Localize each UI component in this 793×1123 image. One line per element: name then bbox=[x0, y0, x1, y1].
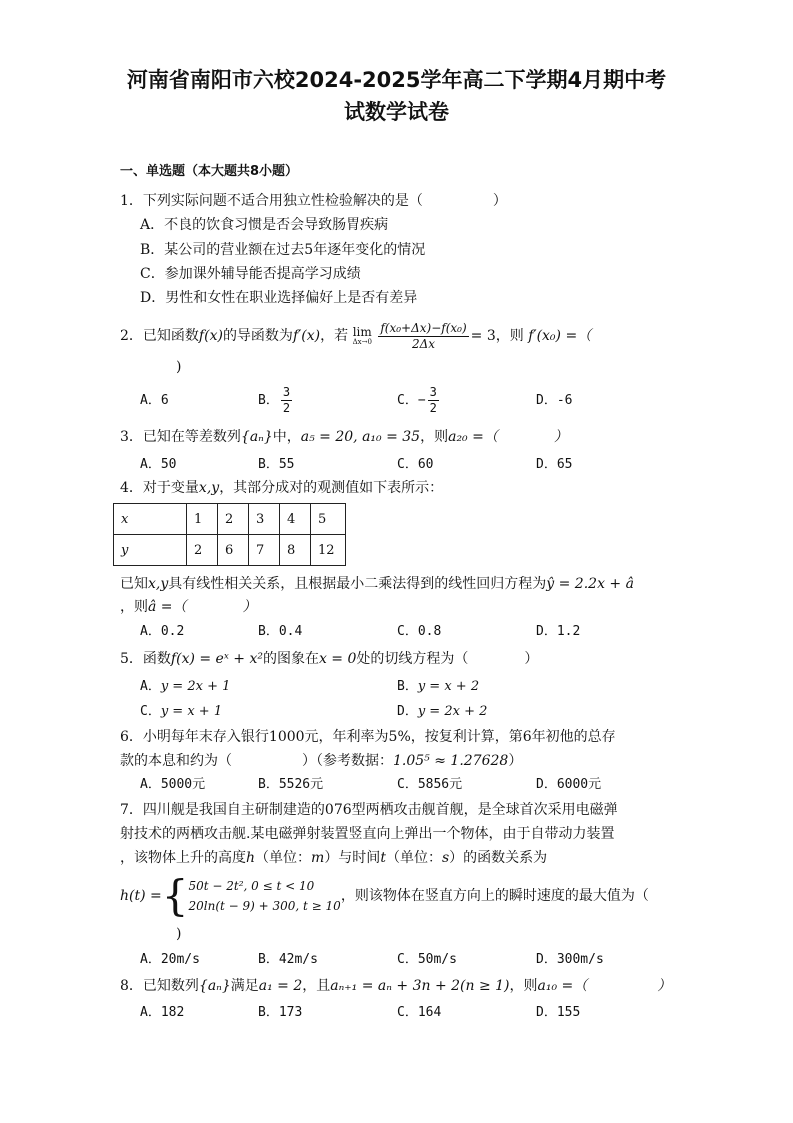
q7-line3-post: ）的函数关系为 bbox=[449, 850, 548, 866]
q3-sequence: {aₙ} bbox=[240, 429, 273, 445]
q8-a1: a₁ = 2 bbox=[258, 978, 303, 994]
q2-option-c bbox=[397, 382, 441, 420]
q7-option-b: B．42m/s bbox=[258, 952, 318, 967]
q6-line2-pre: 款的本息和约为（ ）（参考数据： bbox=[120, 753, 393, 769]
q7-option-a: A．20m/s bbox=[140, 952, 200, 967]
table-cell: 2 bbox=[187, 535, 218, 566]
q5-option-b-label: B． bbox=[397, 679, 418, 694]
q8-sequence: {aₙ} bbox=[198, 978, 231, 994]
q4-stem-post: ，其部分成对的观测值如下表所示： bbox=[219, 480, 444, 496]
q2-option-c-frac bbox=[428, 385, 439, 416]
q3-stem-pre: 3．已知在等差数列 bbox=[120, 429, 241, 445]
q3-option-d: D．65 bbox=[536, 457, 573, 472]
q2-option-a: A．6 bbox=[140, 393, 169, 408]
q7-line3-mid1: （单位： bbox=[255, 850, 312, 866]
q1-stem: 1．下列实际问题不适合用独立性检验解决的是（ ） bbox=[120, 193, 507, 209]
q2-option-b bbox=[258, 382, 294, 420]
q2-option-b-label: B． bbox=[258, 393, 279, 408]
q8-stem bbox=[120, 976, 671, 996]
q2-lim-word: lim bbox=[352, 324, 372, 339]
q7-line3-pre: ，该物体上升的高度 bbox=[120, 850, 246, 866]
q4-option-b: B．0.4 bbox=[258, 624, 303, 639]
q6-line2 bbox=[120, 751, 522, 771]
exam-title-line2: 试数学试卷 bbox=[344, 100, 449, 124]
q8-stem-mid2: ，且 bbox=[302, 978, 331, 994]
q8-stem-mid1: 满足 bbox=[230, 978, 259, 994]
table-row-label-y: y bbox=[114, 535, 187, 566]
q8-option-b: B．173 bbox=[258, 1005, 303, 1020]
q7-line4-post: ，则该物体在竖直方向上的瞬时速度的最大值为（ bbox=[340, 888, 649, 904]
q1-option-c: C．参加课外辅导能否提高学习成绩 bbox=[140, 266, 361, 282]
q2-option-c-den: 2 bbox=[429, 401, 437, 415]
table-cell: 8 bbox=[280, 535, 311, 566]
q2-ask: f′(x₀) =（ bbox=[528, 328, 592, 344]
q7-var-h: h bbox=[246, 850, 256, 866]
q6-reference: 1.05⁵ ≈ 1.27628 bbox=[393, 753, 509, 769]
q3-stem-mid: 中， bbox=[272, 429, 301, 445]
q4-line2-vars: x,y bbox=[148, 576, 169, 592]
q5-option-a bbox=[140, 677, 230, 697]
table-row bbox=[114, 535, 346, 566]
q7-line1: 7．四川舰是我国自主研制建造的076型两栖攻击舰首舰，是全球首次采用电磁弹 bbox=[120, 802, 618, 818]
q5-stem bbox=[120, 649, 538, 669]
q4-option-c: C．0.8 bbox=[397, 624, 442, 639]
q2-mid2: ，若 bbox=[320, 328, 349, 344]
q5-option-b-eq: y = x + 2 bbox=[417, 679, 480, 694]
q5-function: f(x) = eˣ + x² bbox=[170, 651, 263, 667]
q2-option-b-den: 2 bbox=[282, 401, 291, 415]
table-cell: 2 bbox=[218, 504, 249, 535]
q2-stem-pre: 2．已知函数 bbox=[120, 328, 199, 344]
q2-denominator: 2Δx bbox=[411, 336, 436, 351]
q4-stem bbox=[120, 478, 443, 498]
q5-point: x = 0 bbox=[318, 651, 357, 667]
q2-stem bbox=[120, 320, 591, 352]
q2-limit bbox=[352, 324, 372, 346]
q6-option-c: C．5856元 bbox=[397, 777, 463, 792]
table-row-label-x: x bbox=[114, 504, 187, 535]
q2-fraction bbox=[378, 321, 468, 352]
table-cell: 1 bbox=[187, 504, 218, 535]
q2-option-d: D．-6 bbox=[536, 393, 573, 408]
q8-option-d: D．155 bbox=[536, 1005, 581, 1020]
q7-line3-mid3: （单位： bbox=[385, 850, 442, 866]
q5-option-d bbox=[397, 702, 487, 722]
q1-option-d: D．男性和女性在职业选择偏好上是否有差异 bbox=[140, 290, 418, 306]
q4-line2-mid: 具有线性相关关系，且根据最小二乘法得到的线性回归方程为 bbox=[168, 576, 547, 592]
q7-line2: 射技术的两栖攻击舰.某电磁弹射装置竖直向上弹出一个物体，由于自带动力装置 bbox=[120, 826, 615, 842]
q3-option-a: A．50 bbox=[140, 457, 177, 472]
q8-stem-pre: 8．已知数列 bbox=[120, 978, 199, 994]
q6-option-a: A．5000元 bbox=[140, 777, 206, 792]
q5-option-a-eq: y = 2x + 1 bbox=[160, 679, 231, 694]
q4-line3-pre: ，则 bbox=[120, 599, 148, 615]
q4-line2-pre: 已知 bbox=[120, 576, 148, 592]
q8-recurrence: aₙ₊₁ = aₙ + 3n + 2(n ≥ 1) bbox=[330, 978, 510, 994]
exam-title-line1: 河南省南阳市六校2024-2025学年高二下学期4月期中考 bbox=[126, 68, 667, 92]
q8-stem-mid3: ，则 bbox=[509, 978, 538, 994]
q4-option-a: A．0.2 bbox=[140, 624, 185, 639]
table-cell: 4 bbox=[280, 504, 311, 535]
q4-line2 bbox=[120, 574, 634, 594]
q5-option-c-eq: y = x + 1 bbox=[160, 704, 223, 719]
q2-fpx: f′(x) bbox=[292, 328, 321, 344]
q3-condition: a₅ = 20, a₁₀ = 35 bbox=[300, 429, 421, 445]
q5-stem-pre: 5．函数 bbox=[120, 651, 171, 667]
q2-eq: = 3，则 bbox=[470, 328, 524, 344]
q4-stem-pre: 4．对于变量 bbox=[120, 480, 199, 496]
q7-unit-m: m bbox=[311, 850, 325, 866]
q5-option-d-eq: y = 2x + 2 bbox=[417, 704, 488, 719]
q4-regression-eq: ŷ = 2.2x + â bbox=[546, 576, 634, 592]
q6-option-b: B．5526元 bbox=[258, 777, 324, 792]
q5-option-b bbox=[397, 677, 479, 697]
table-row bbox=[114, 504, 346, 535]
q7-close-paren: ) bbox=[176, 926, 182, 942]
observation-table bbox=[113, 503, 346, 566]
q2-lim-sub: Δx→0 bbox=[352, 337, 372, 346]
q2-option-c-num: 3 bbox=[429, 385, 437, 399]
q7-line3 bbox=[120, 848, 547, 868]
q5-option-c-label: C． bbox=[140, 704, 161, 719]
q2-close-paren: ) bbox=[176, 359, 182, 375]
q2-numerator: f(x₀+Δx)−f(x₀) bbox=[380, 320, 467, 335]
q5-option-d-label: D． bbox=[397, 704, 418, 719]
q7-brace: { bbox=[161, 871, 189, 920]
q7-line4 bbox=[120, 871, 649, 921]
q4-vars: x,y bbox=[198, 480, 220, 496]
table-cell: 3 bbox=[249, 504, 280, 535]
q5-option-c bbox=[140, 702, 222, 722]
q8-option-c: C．164 bbox=[397, 1005, 442, 1020]
q7-option-c: C．50m/s bbox=[397, 952, 457, 967]
table-cell: 5 bbox=[311, 504, 346, 535]
q5-option-a-label: A． bbox=[140, 679, 161, 694]
q7-option-d: D．300m/s bbox=[536, 952, 604, 967]
q3-stem bbox=[120, 427, 568, 447]
q2-option-c-label: C．− bbox=[397, 393, 426, 408]
table-cell: 12 bbox=[311, 535, 346, 566]
q2-option-b-frac bbox=[281, 385, 292, 416]
q8-ask: a₁₀ =（ ） bbox=[537, 978, 672, 994]
q7-case2: 20ln(t − 9) + 300, t ≥ 10 bbox=[188, 899, 341, 913]
q8-option-a: A．182 bbox=[140, 1005, 185, 1020]
q6-line2-post: ） bbox=[508, 753, 523, 769]
q7-var-t: t bbox=[380, 850, 386, 866]
q5-stem-post: 处的切线方程为（ ） bbox=[356, 651, 539, 667]
q7-case1: 50t − 2t², 0 ≤ t < 10 bbox=[188, 879, 315, 893]
q4-option-d: D．1.2 bbox=[536, 624, 581, 639]
q4-ask: â =（ ） bbox=[148, 599, 257, 615]
q2-option-b-num: 3 bbox=[282, 385, 291, 399]
q3-ask: a₂₀ =（ ） bbox=[448, 429, 568, 445]
q5-stem-mid: 的图象在 bbox=[262, 651, 319, 667]
q4-line3 bbox=[120, 597, 257, 617]
q7-ht: h(t) = bbox=[120, 888, 162, 904]
table-cell: 6 bbox=[218, 535, 249, 566]
q3-option-c: C．60 bbox=[397, 457, 434, 472]
q2-mid1: 的导函数为 bbox=[222, 328, 293, 344]
q3-stem-post: ，则 bbox=[420, 429, 449, 445]
q6-line1: 6．小明每年末存入银行1000元，年利率为5%，按复利计算，第6年初他的总存 bbox=[120, 729, 616, 745]
q7-line3-mid2: ）与时间 bbox=[324, 850, 381, 866]
q7-cases bbox=[188, 876, 340, 916]
table-cell: 7 bbox=[249, 535, 280, 566]
q3-option-b: B．55 bbox=[258, 457, 295, 472]
q1-option-b: B．某公司的营业额在过去5年逐年变化的情况 bbox=[140, 242, 426, 258]
q6-option-d: D．6000元 bbox=[536, 777, 602, 792]
q1-option-a: A．不良的饮食习惯是否会导致肠胃疾病 bbox=[140, 217, 389, 233]
q7-unit-s: s bbox=[441, 850, 450, 866]
q2-fx: f(x) bbox=[198, 328, 223, 344]
section-heading: 一、单选题（本大题共8小题） bbox=[120, 164, 299, 179]
